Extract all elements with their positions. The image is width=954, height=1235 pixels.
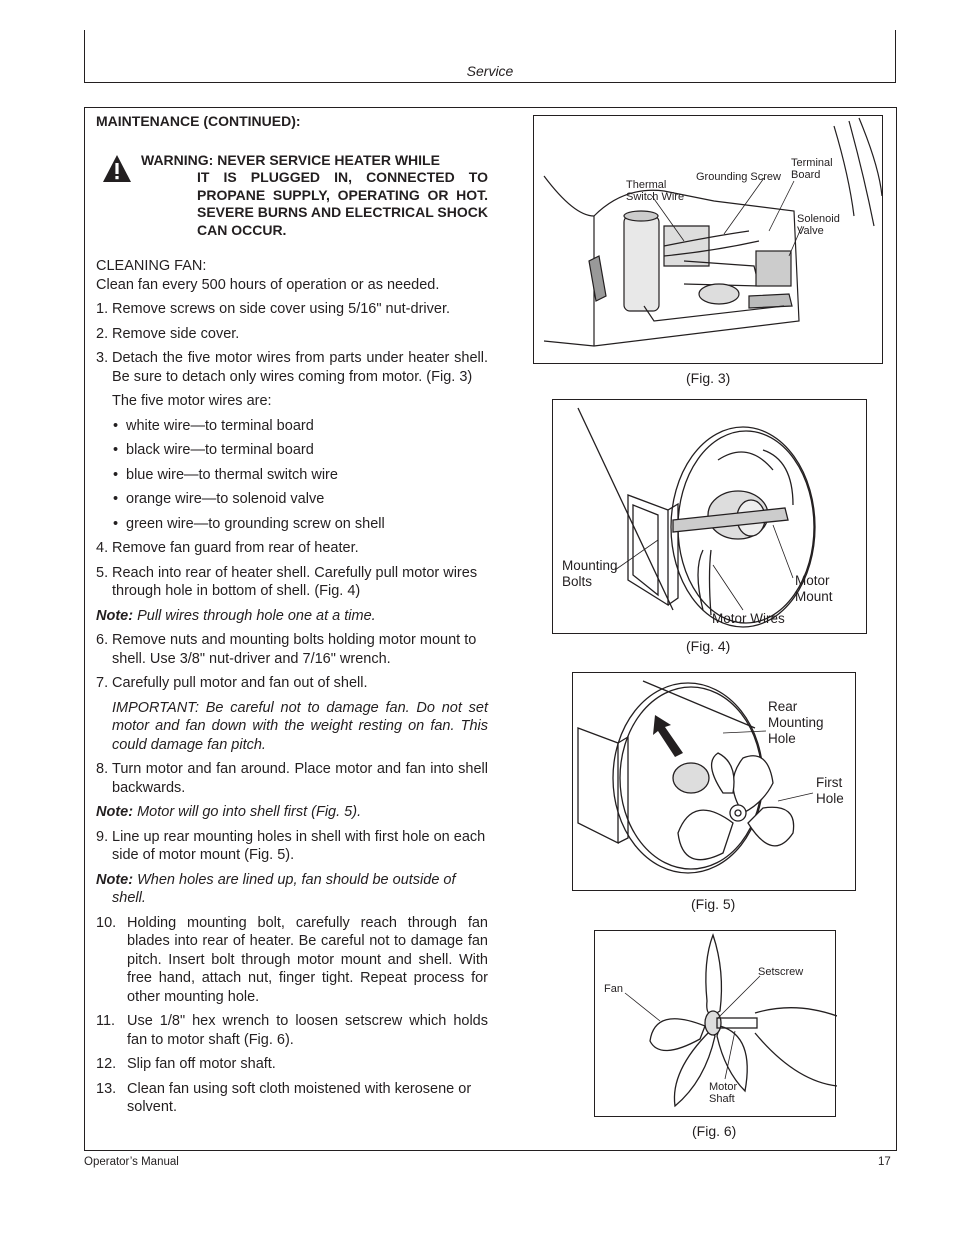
- label-rear-mounting-hole: Rear Mounting Hole: [768, 699, 824, 746]
- step-text: Line up rear mounting holes in shell with first hole on each side of motor mount (Fig. 5).: [112, 828, 486, 863]
- header-box: [84, 30, 896, 83]
- important-note: IMPORTANT: Be careful not to damage fan. Do not set motor and fan down with the weight resting on fan. This could damage fan pitch.: [112, 699, 488, 753]
- bullet: •: [113, 417, 119, 434]
- step-text: Remove fan guard from rear of heater.: [112, 540, 359, 556]
- wire-item: [96, 441, 488, 460]
- step-text: Remove nuts and mounting bolts holding motor mount to shell. Use 3/8" nut-driver and 7/16" wrench.: [112, 632, 477, 667]
- maintenance-title: MAINTENANCE (CONTINUED):: [96, 113, 301, 129]
- fig6-caption: (Fig. 6): [692, 1123, 737, 1139]
- step-number: 7.: [96, 675, 109, 691]
- label-thermal-switch-wire: Thermal Switch Wire: [626, 179, 685, 203]
- label-motor-wires: Motor Wires: [712, 611, 785, 626]
- step-text: Carefully pull motor and fan out of shell.: [112, 675, 368, 691]
- step-5: [96, 564, 488, 601]
- step-7: [96, 674, 488, 693]
- fig3-illustration: [534, 116, 884, 365]
- fig5-caption: (Fig. 5): [691, 896, 736, 912]
- step-text: Use 1/8" hex wrench to loosen setscrew which holds fan to motor shaft (Fig. 6).: [127, 1013, 488, 1048]
- step-number: 4.: [96, 540, 109, 556]
- wire-item: [96, 490, 488, 509]
- step-text: Turn motor and fan around. Place motor and fan into shell backwards.: [112, 761, 488, 796]
- note-label: Note:: [96, 607, 134, 624]
- wire-item: [96, 466, 488, 485]
- bullet: •: [113, 491, 119, 507]
- step-text: Reach into rear of heater shell. Carefully pull motor wires through hole in bottom of shell. (Fig. 4): [112, 564, 478, 599]
- step-number: 3.: [96, 350, 109, 366]
- label-motor-mount: Motor Mount: [795, 573, 833, 604]
- instructions-column: [96, 112, 488, 1117]
- bullet: •: [113, 466, 119, 483]
- bullet: •: [113, 515, 119, 532]
- step-11: [96, 1012, 488, 1049]
- step-10: [96, 914, 488, 1007]
- step-3: [96, 349, 488, 386]
- wire-text: black wire—to terminal board: [126, 442, 314, 458]
- label-solenoid-valve: Solenoid Valve: [797, 213, 840, 237]
- wire-item: [96, 515, 488, 534]
- figure-5: [572, 672, 856, 891]
- label-motor-shaft: Motor Shaft: [709, 1081, 738, 1105]
- note-1: [96, 607, 488, 626]
- label-grounding-screw: Grounding Screw: [696, 171, 781, 183]
- step-2: [96, 325, 488, 344]
- step-number: 13.: [96, 1080, 117, 1097]
- bullet: •: [113, 442, 119, 458]
- label-terminal-board: Terminal Board: [791, 157, 833, 181]
- cleaning-heading: CLEANING FAN:: [96, 258, 207, 274]
- warning-block: [96, 152, 488, 240]
- five-wires-intro: The five motor wires are:: [112, 393, 272, 409]
- wire-text: blue wire—to thermal switch wire: [126, 466, 338, 483]
- fig4-caption: (Fig. 4): [686, 638, 731, 654]
- step-text: Remove side cover.: [112, 325, 240, 342]
- note-text: When holes are lined up, fan should be outside of shell.: [112, 871, 456, 906]
- wire-text: white wire—to terminal board: [126, 417, 314, 434]
- step-number: 6.: [96, 632, 109, 648]
- step-number: 1.: [96, 301, 109, 317]
- wire-text: green wire—to grounding screw on shell: [126, 515, 385, 532]
- step-number: 9.: [96, 828, 109, 845]
- label-first-hole: First Hole: [816, 775, 844, 806]
- cleaning-intro: Clean fan every 500 hours of operation or as needed.: [96, 276, 440, 293]
- step-number: 8.: [96, 761, 109, 777]
- step-number: 2.: [96, 325, 109, 342]
- warning-line-1: WARNING: NEVER SERVICE HEATER WHILE: [141, 151, 440, 168]
- step-12: [96, 1055, 488, 1074]
- warning-text: IT IS PLUGGED IN, CONNECTED TO PROPANE SUPPLY, OPERATING OR HOT. SEVERE BURNS AND ELECTRICAL SHOCK CAN OCCUR.: [197, 169, 488, 238]
- step-1: [96, 300, 488, 319]
- label-setscrew: Setscrew: [758, 966, 804, 978]
- warning-icon: [102, 154, 132, 184]
- step-number: 11.: [96, 1013, 116, 1029]
- step-text: Holding mounting bolt, carefully reach through fan blades into rear of heater. Be careful not to damage fan pitch. Insert bolt through motor mount and shell. With free hand, attach nut, finger tight. Repeat process for other mounting hole.: [127, 914, 488, 1005]
- footer-manual-name: Operator’s Manual: [84, 1156, 179, 1168]
- section-title: Service: [466, 63, 514, 79]
- step-8: [96, 760, 488, 797]
- step-text: Remove screws on side cover using 5/16" nut-driver.: [112, 301, 450, 317]
- page-number: 17: [878, 1156, 891, 1168]
- fig3-caption: (Fig. 3): [686, 370, 731, 386]
- step-4: [96, 539, 488, 558]
- step-number: 10.: [96, 914, 117, 931]
- figure-4: [552, 399, 867, 634]
- step-9: [96, 828, 488, 865]
- figure-6: [594, 930, 836, 1117]
- note-3: [96, 871, 488, 908]
- step-13: [96, 1080, 488, 1117]
- step-6: [96, 631, 488, 668]
- label-fan: Fan: [604, 983, 623, 995]
- note-label: Note:: [96, 804, 134, 820]
- step-text: Slip fan off motor shaft.: [127, 1056, 276, 1072]
- wire-text: orange wire—to solenoid valve: [126, 491, 325, 507]
- note-text: Motor will go into shell first (Fig. 5).: [137, 804, 362, 820]
- note-text: Pull wires through hole one at a time.: [137, 607, 376, 624]
- step-text: Detach the five motor wires from parts under heater shell. Be sure to detach only wires coming from motor. (Fig. 3): [112, 350, 488, 385]
- wire-item: [96, 417, 488, 436]
- step-number: 12.: [96, 1056, 117, 1072]
- step-text: Clean fan using soft cloth moistened with kerosene or solvent.: [127, 1080, 472, 1115]
- note-2: [96, 803, 488, 822]
- note-label: Note:: [96, 871, 134, 888]
- label-mounting-bolts: Mounting Bolts: [562, 558, 618, 589]
- figure-3: [533, 115, 883, 364]
- step-number: 5.: [96, 564, 109, 581]
